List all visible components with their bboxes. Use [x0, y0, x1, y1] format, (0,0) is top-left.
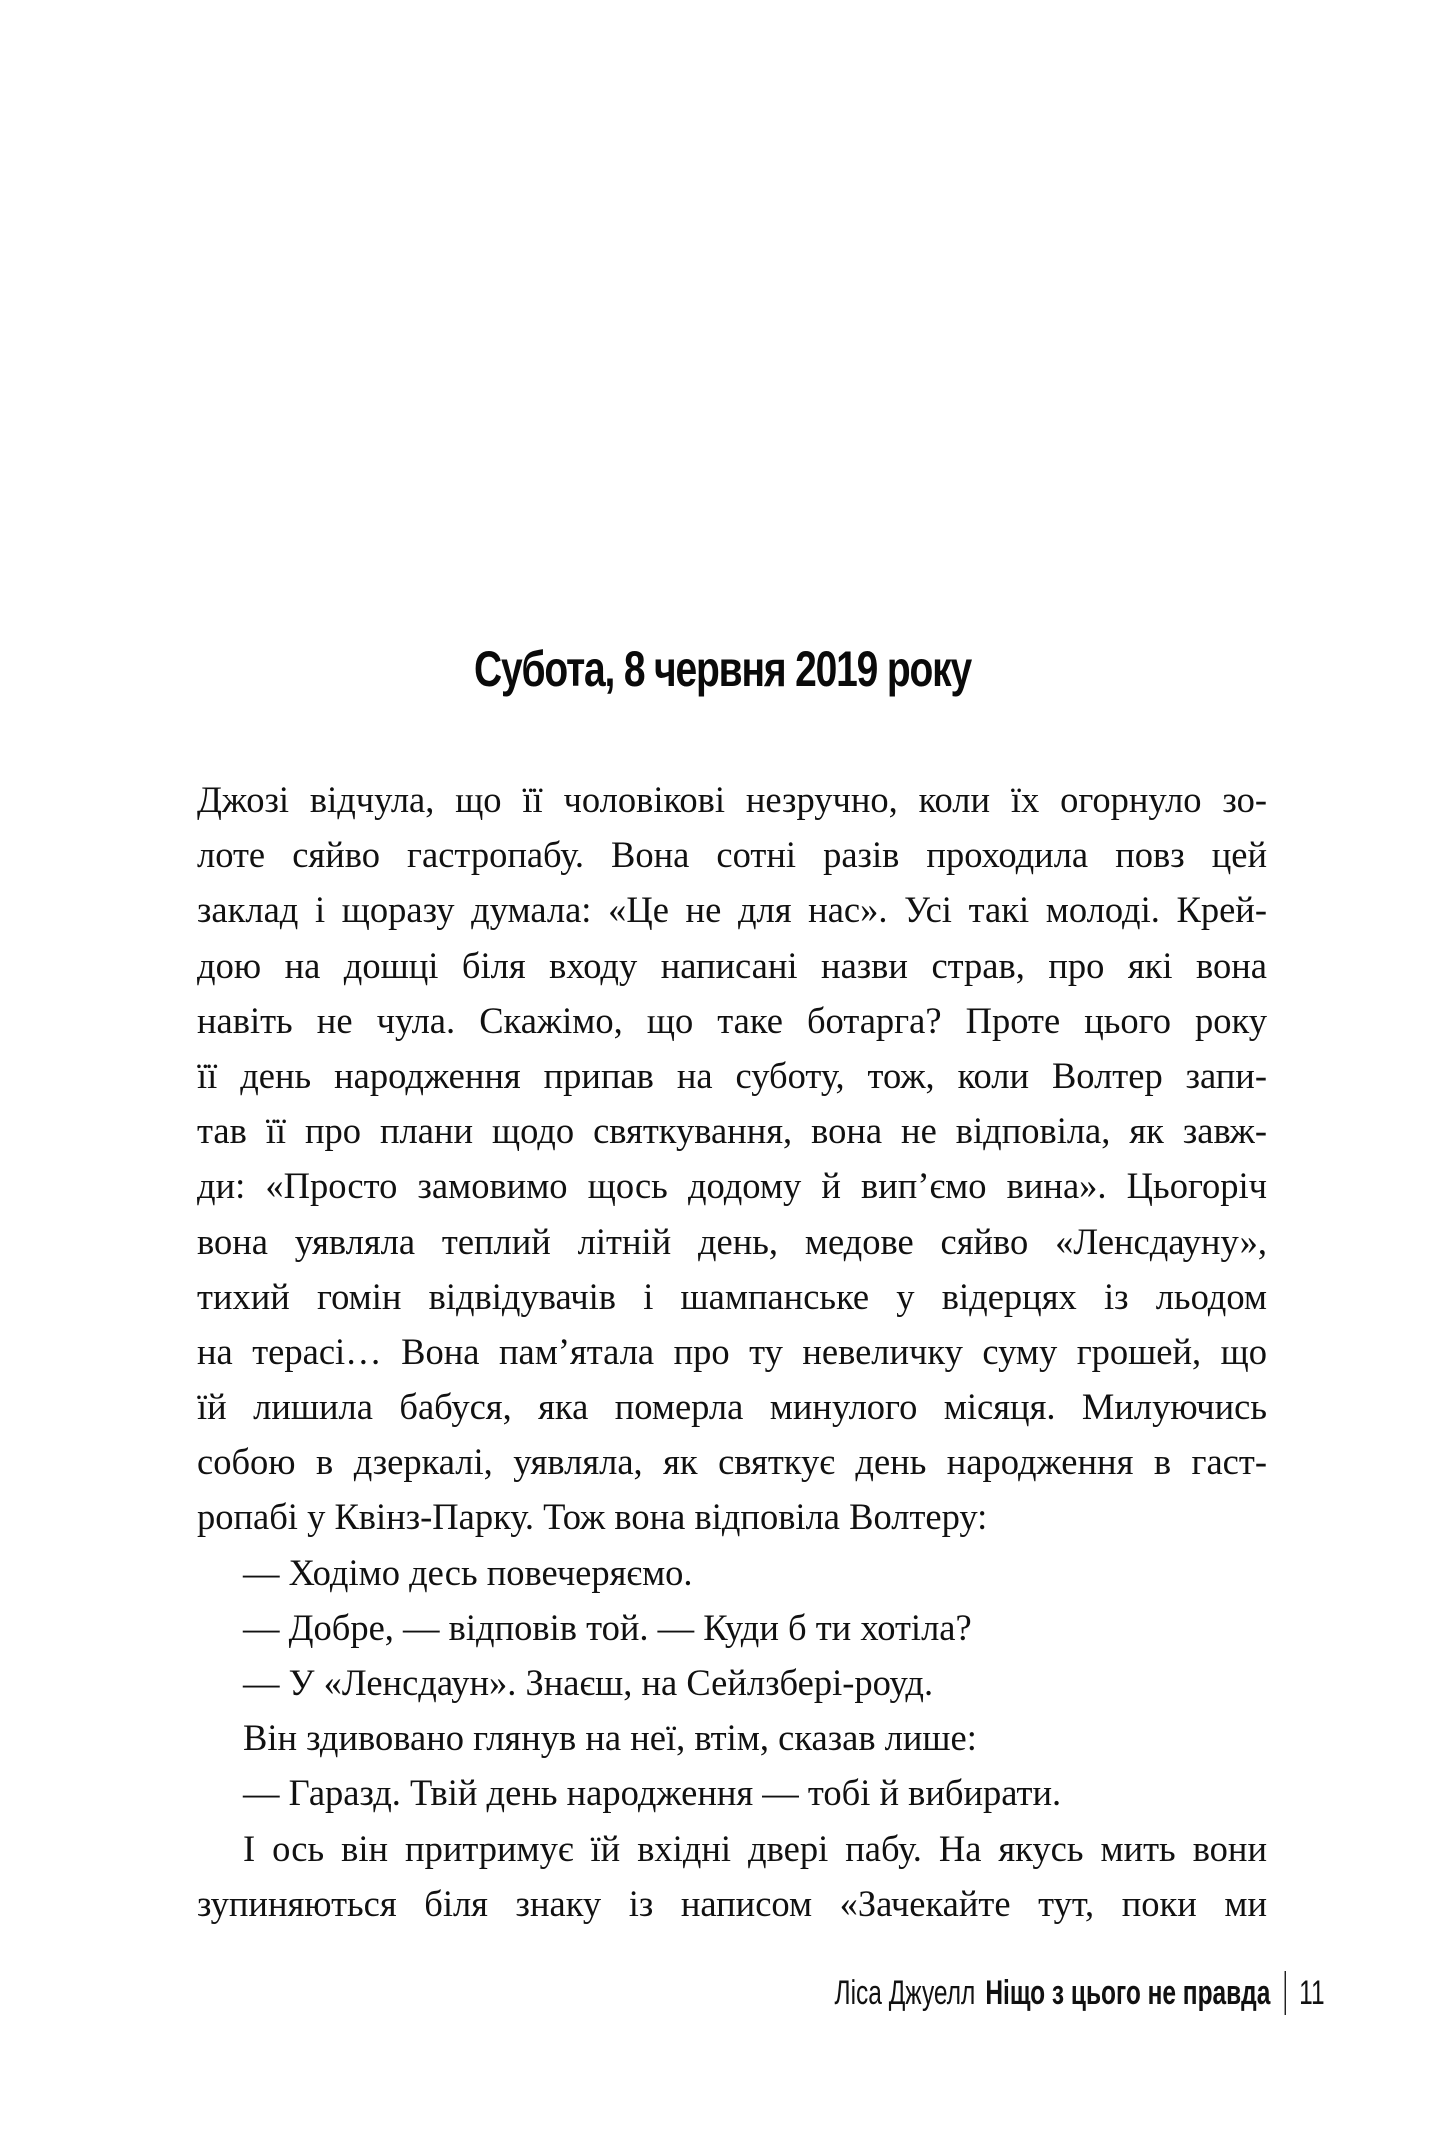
text-line: вона уявляла теплий літній день, медове сяйво «Ленсдауну»,: [197, 1220, 1267, 1262]
dialogue-line: — Добре, — відповів той. — Куди б ти хотіла?: [243, 1606, 972, 1648]
body-text: [197, 772, 1267, 1931]
text-line: І ось він притримує їй вхідні двері пабу. На якусь мить вони: [243, 1827, 1267, 1869]
text-line: ропабі у Квінз-Парку. Тож вона відповіла Волтеру:: [197, 1496, 988, 1538]
footer-separator: [1285, 1971, 1286, 2015]
text-line: дою на дошці біля входу написані назви страв, про які вона: [197, 944, 1267, 986]
text-line: ди: «Просто замовимо щось додому й вип’ємо вина». Цьогоріч: [197, 1165, 1267, 1207]
running-footer: [644, 1968, 1325, 2018]
text-line: тихий гомін відвідувачів і шампанське у відерцях із льодом: [197, 1275, 1267, 1317]
text-line: зупиняються біля знаку із написом «Зачекайте тут, поки ми: [197, 1882, 1267, 1924]
text-line: їй лишила бабуся, яка померла минулого місяця. Милуючись: [197, 1386, 1267, 1428]
text-line: її день народження припав на суботу, тож, коли Волтер запи-: [197, 1054, 1267, 1096]
dialogue-line: — Ходімо десь повечеряємо.: [243, 1551, 693, 1593]
footer-book-title: Ніщо з цього не правда: [985, 1973, 1271, 2012]
text-line: на терасі… Вона пам’ятала про ту невеличку суму грошей, що: [197, 1330, 1267, 1372]
text-line: заклад і щоразу думала: «Це не для нас». Усі такі молоді. Крей-: [197, 889, 1267, 931]
chapter-title: Субота, 8 червня 2019 року: [473, 641, 972, 697]
footer-author: Ліса Джуелл: [834, 1973, 976, 2012]
text-line: лоте сяйво гастропабу. Вона сотні разів проходила повз цей: [197, 834, 1267, 876]
dialogue-line: — Гаразд. Твій день народження — тобі й вибирати.: [243, 1772, 1062, 1814]
text-line: навіть не чула. Скажімо, що таке ботарга? Проте цього року: [197, 999, 1267, 1041]
text-line: собою в дзеркалі, уявляла, як святкує день народження в гаст-: [197, 1441, 1267, 1483]
dialogue-line: — У «Ленсдаун». Знаєш, на Сейлзбері-роуд.: [243, 1662, 934, 1703]
text-line: тав її про плани щодо святкування, вона не відповіла, як завж-: [197, 1110, 1267, 1152]
page-number: 11: [1299, 1973, 1325, 2012]
text-line: Він здивовано глянув на неї, втім, сказав лише:: [243, 1717, 977, 1759]
text-line: Джозі відчула, що її чоловікові незручно, коли їх огорнуло зо-: [197, 779, 1267, 820]
